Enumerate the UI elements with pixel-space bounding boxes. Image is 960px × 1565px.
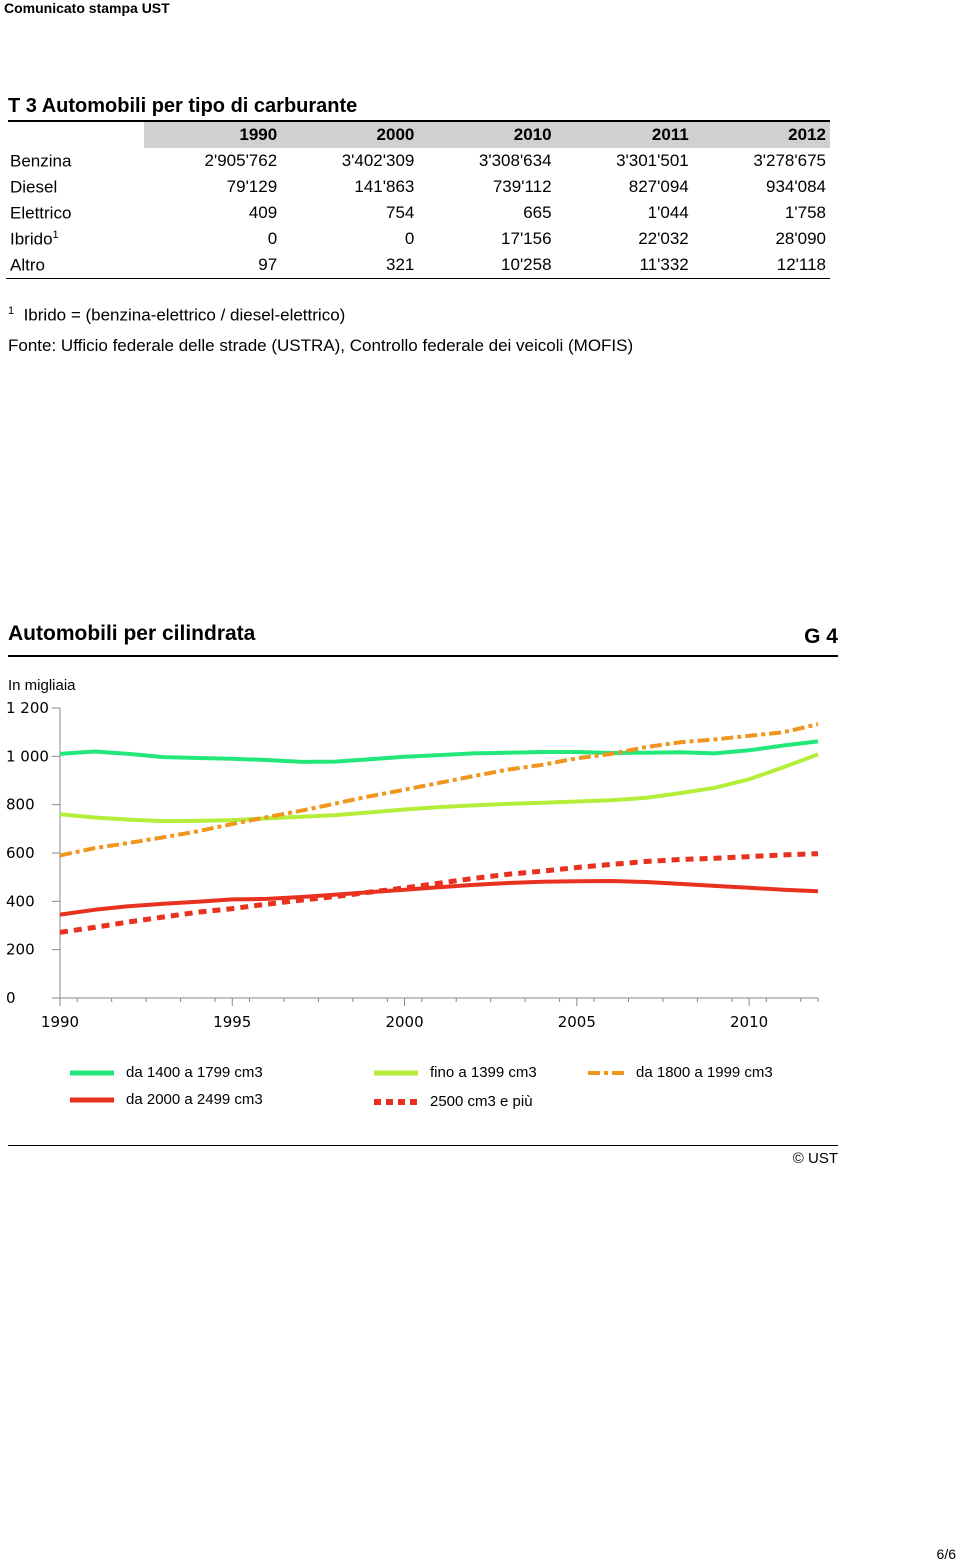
row-label: Diesel xyxy=(10,177,58,197)
x-tick-label: 2000 xyxy=(385,1013,424,1031)
column-header: 2010 xyxy=(418,122,555,148)
table-cell: 28'090 xyxy=(775,229,826,248)
legend-swatch xyxy=(588,1068,624,1078)
table-cell: 409 xyxy=(248,203,278,222)
x-tick-label: 1990 xyxy=(40,1013,80,1031)
legend-label: 2500 cm3 e più xyxy=(430,1093,533,1110)
y-tick-label: 1 000 xyxy=(6,747,49,766)
table-cell: 827'094 xyxy=(628,177,689,196)
y-tick-label: 1 200 xyxy=(6,699,49,717)
y-tick-label: 600 xyxy=(6,844,35,862)
table-cell: 739'112 xyxy=(492,177,552,196)
table-header-row xyxy=(6,122,830,148)
copyright-label: © UST xyxy=(792,1150,838,1167)
column-header: 2012 xyxy=(693,122,830,148)
series-line-2 xyxy=(60,754,818,821)
line-chart xyxy=(0,690,960,1035)
document-header: Comunicato stampa UST xyxy=(4,0,170,16)
legend-swatch xyxy=(374,1097,418,1107)
table-cell: 10'258 xyxy=(418,252,555,279)
table-cell: 0 xyxy=(267,229,278,248)
legend-swatch xyxy=(70,1068,114,1078)
legend-item xyxy=(374,1064,537,1081)
table-cell: 3'308'634 xyxy=(478,151,552,170)
table-cell: 22'032 xyxy=(638,229,689,248)
legend-item xyxy=(374,1093,533,1110)
bottom-rule xyxy=(8,1145,838,1146)
table-cell: 17'156 xyxy=(501,229,552,248)
table-cell: 11'332 xyxy=(556,252,693,279)
y-tick-label: 0 xyxy=(6,989,16,1007)
table-cell: 0 xyxy=(404,229,415,248)
table-row xyxy=(6,226,830,252)
column-header: 1990 xyxy=(144,122,281,148)
table-cell: 1'044 xyxy=(647,203,689,222)
table-cell: 1'758 xyxy=(784,203,826,222)
table-cell: 2'905'762 xyxy=(204,151,278,170)
table-cell: 141'863 xyxy=(354,177,415,196)
x-tick-label: 2010 xyxy=(729,1013,769,1031)
table-source: Fonte: Ufficio federale delle strade (USTRA), Controllo federale dei veicoli (MOFIS) xyxy=(8,336,634,355)
table-row xyxy=(6,148,830,174)
legend-label: da 1400 a 1799 cm3 xyxy=(126,1064,263,1081)
table-cell: 3'402'309 xyxy=(341,151,415,170)
graph-title: Automobili per cilindrata xyxy=(8,622,256,645)
x-tick-label: 1995 xyxy=(213,1013,252,1031)
table-cell: 3'278'675 xyxy=(753,151,826,170)
y-tick-label: 400 xyxy=(6,892,35,911)
series-line-5 xyxy=(60,854,818,933)
y-tick-label: 200 xyxy=(6,940,35,959)
y-tick-label: 800 xyxy=(6,795,35,814)
chart-legend xyxy=(0,1060,960,1120)
table-row xyxy=(6,200,830,226)
legend-item xyxy=(588,1064,773,1081)
table-row xyxy=(6,174,830,200)
legend-swatch xyxy=(374,1068,418,1078)
y-axis-unit-label: In migliaia xyxy=(8,677,76,694)
table-cell: 321 xyxy=(281,252,418,279)
fuel-type-table xyxy=(6,122,830,279)
row-label: Altro xyxy=(6,252,144,279)
table-cell: 12'118 xyxy=(693,252,830,279)
column-header: 2000 xyxy=(281,122,418,148)
column-header: 2011 xyxy=(556,122,693,148)
column-header xyxy=(6,122,144,148)
table-cell: 97 xyxy=(144,252,281,279)
graph-number: G 4 xyxy=(804,625,838,648)
row-label: Ibrido$^1$ xyxy=(10,228,59,249)
legend-item xyxy=(70,1064,263,1081)
legend-label: da 1800 a 1999 cm3 xyxy=(636,1064,773,1081)
legend-swatch xyxy=(70,1095,114,1105)
row-label: Elettrico xyxy=(10,203,72,223)
table-row xyxy=(6,252,830,279)
series-line-4 xyxy=(60,881,818,915)
row-label: Benzina xyxy=(10,151,72,171)
legend-item xyxy=(70,1091,263,1108)
table-cell: 934'084 xyxy=(766,177,826,196)
legend-label: fino a 1399 cm3 xyxy=(430,1064,537,1081)
table-title: T 3 Automobili per tipo di carburante xyxy=(8,95,358,117)
legend-label: da 2000 a 2499 cm3 xyxy=(126,1091,263,1108)
graph-title-rule xyxy=(8,655,838,657)
table-cell: 3'301'501 xyxy=(616,151,689,170)
table-cell: 754 xyxy=(386,203,415,222)
page-number: 6/6 xyxy=(936,1546,956,1562)
table-cell: 79'129 xyxy=(226,177,278,196)
table-footnote: $^1$ Ibrido = (benzina-elettrico / diesel-elettrico) xyxy=(8,305,346,325)
table-cell: 665 xyxy=(523,203,552,222)
x-tick-label: 2005 xyxy=(557,1013,596,1031)
series-line-1 xyxy=(60,741,818,762)
